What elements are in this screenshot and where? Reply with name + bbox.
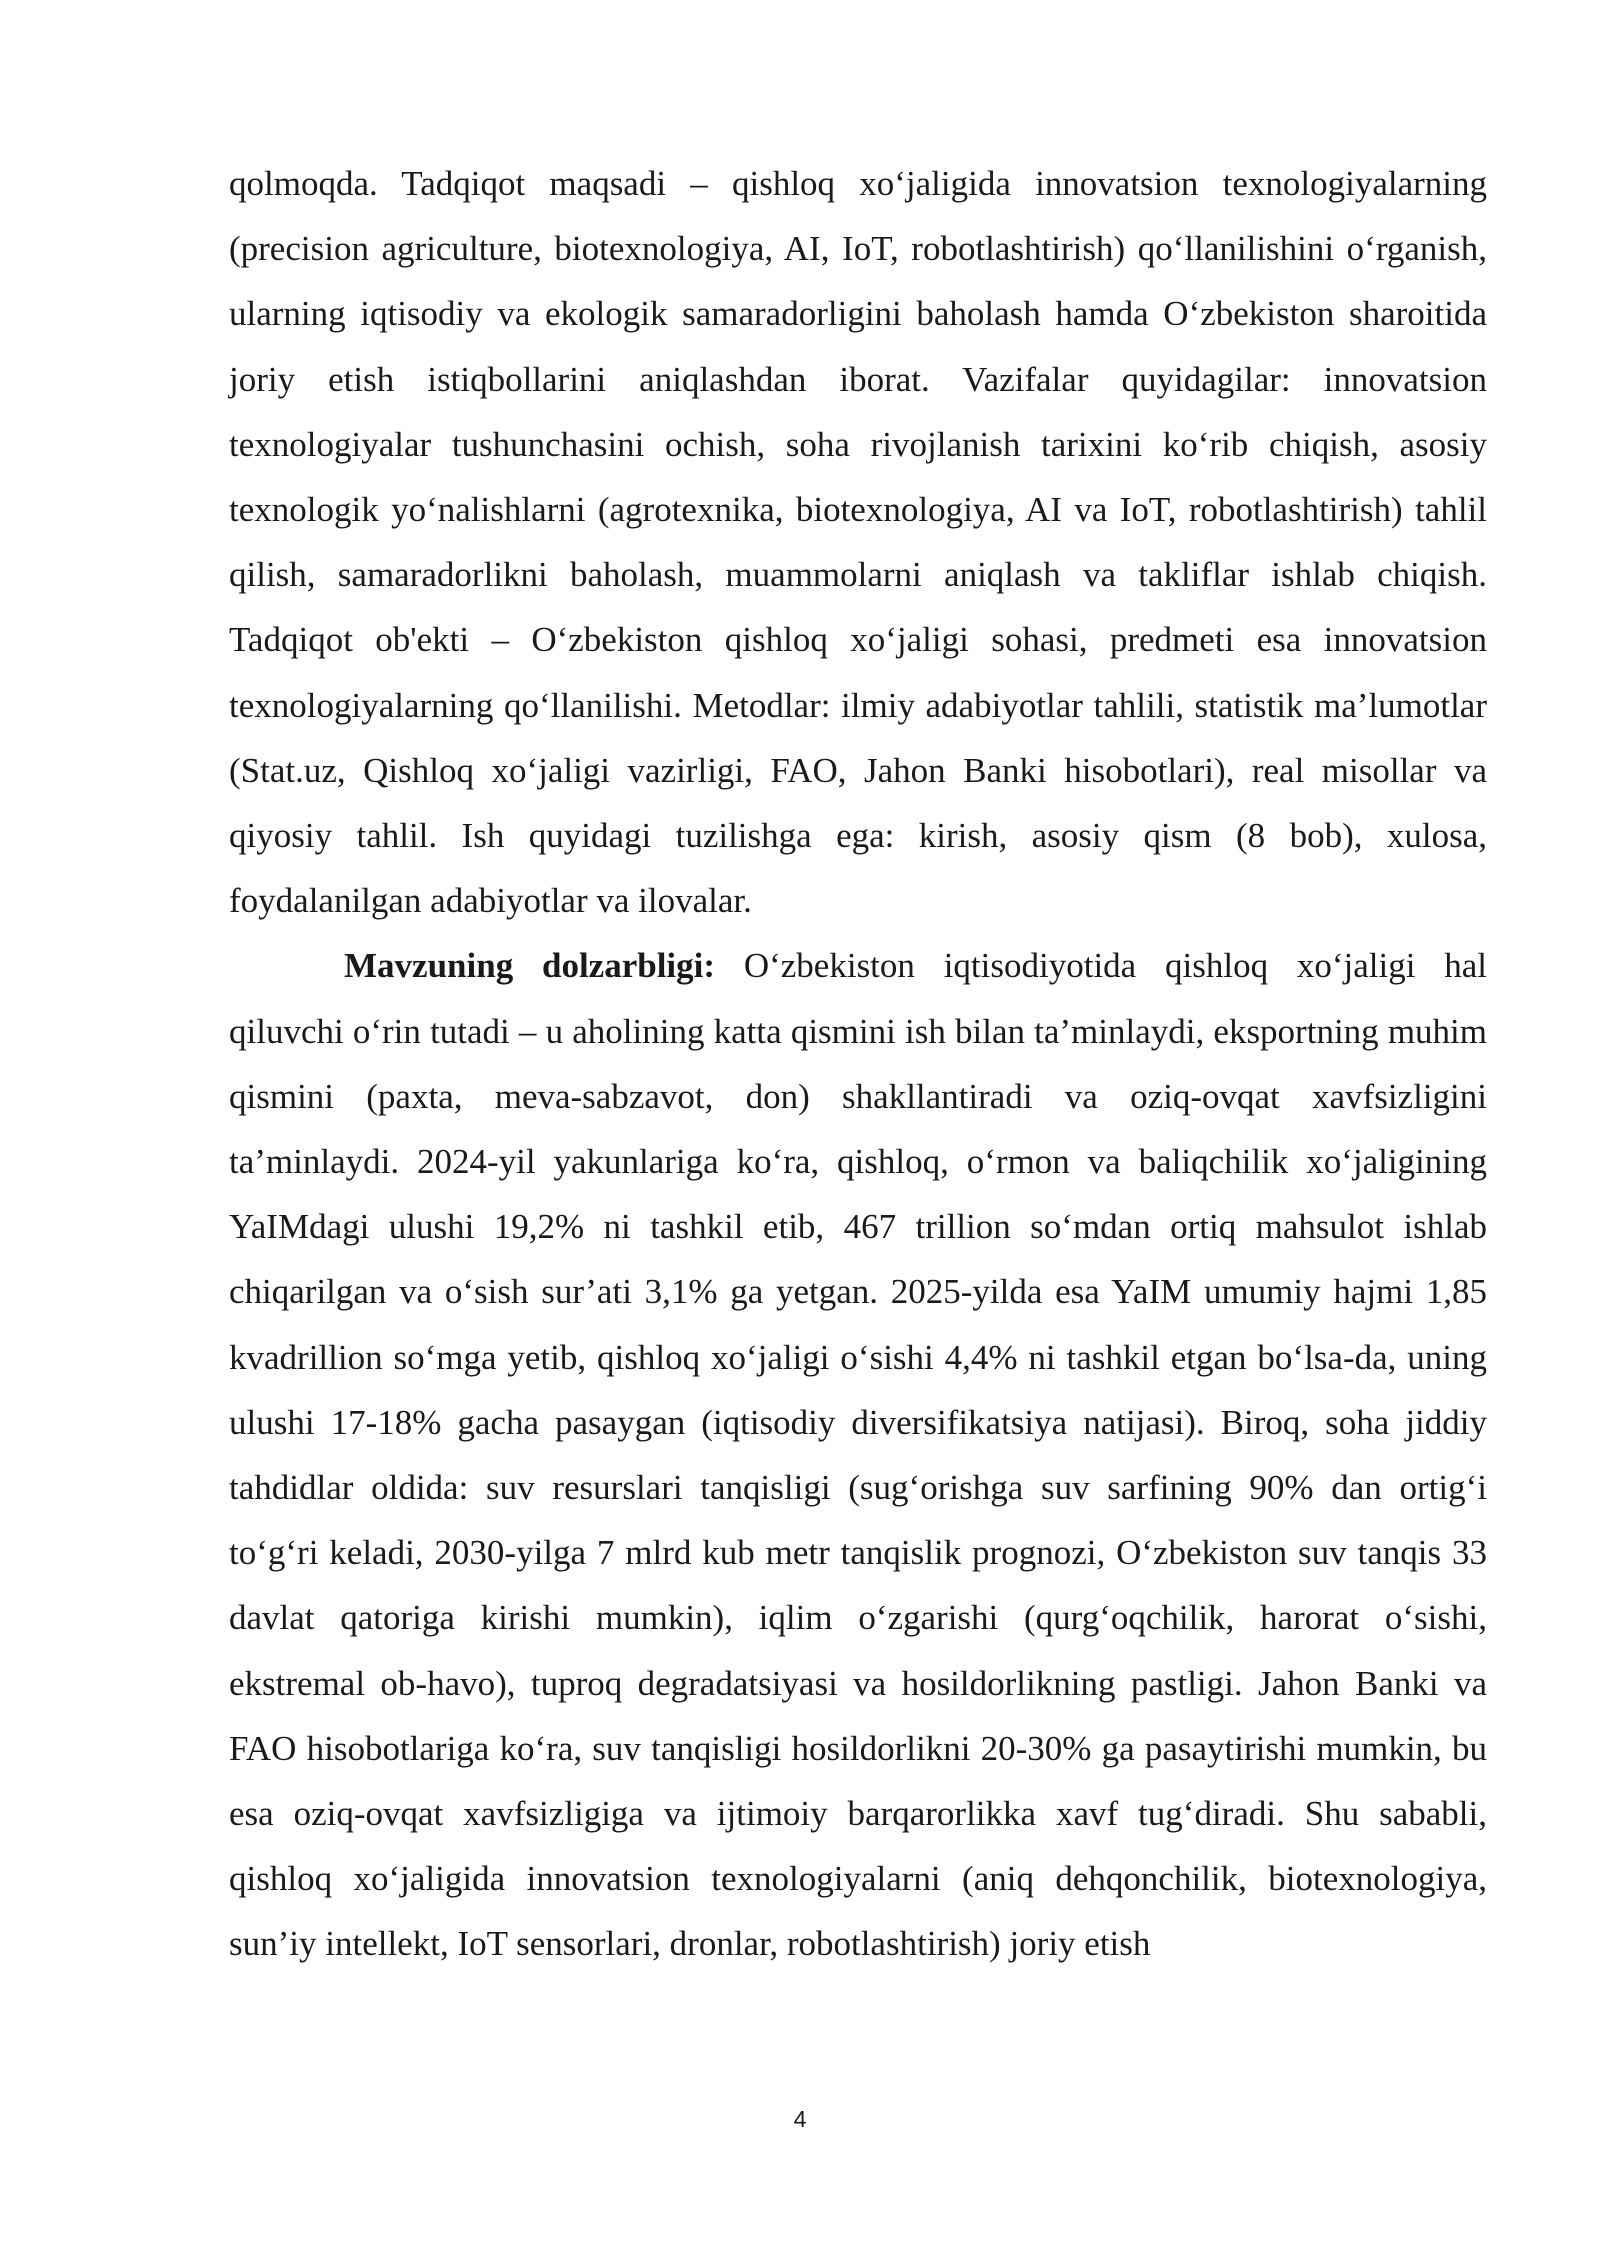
paragraph-relevance <box>229 933 1487 1976</box>
page-number: 4 <box>793 2106 807 2132</box>
relevance-heading: Mavzuning dolzarbligi: <box>344 946 716 986</box>
body-text <box>229 151 1487 1977</box>
relevance-body: O‘zbekiston iqtisodiyotida qishloq xo‘jaligi hal qiluvchi o‘rin tutadi – u aholining katta qismini ish bilan ta’minlaydi, eksportning muhim qismini (paxta, meva-sabzavot, don) shakllantiradi va oziq-ovqat xavfsizligini ta’minlaydi. 2024-yil yakunlariga ko‘ra, qishloq, o‘rmon va baliqchilik xo‘jaligining YaIMdagi ulushi 19,2% ni tashkil etib, 467 trillion so‘mdan ortiq mahsulot ishlab chiqarilgan va o‘sish sur’ati 3,1% ga yetgan. 2025-yilda esa YaIM umumiy hajmi 1,85 kvadrillion so‘mga yetib, qishloq xo‘jaligi o‘sishi 4,4% ni tashkil etgan bo‘lsa-da, uning ulushi 17-18% gacha pasaygan (iqtisodiy diversifikatsiya natijasi). Biroq, soha jiddiy tahdidlar oldida: suv resurslari tanqisligi (sug‘orishga suv sarfining 90% dan ortig‘i to‘g‘ri keladi, 2030-yilga 7 mlrd kub metr tanqislik prognozi, O‘zbekiston suv tanqis 33 davlat qatoriga kirishi mumkin), iqlim o‘zgarishi (qurg‘oqchilik, harorat o‘sishi, ekstremal ob-havo), tuproq degradatsiyasi va hosildorlikning pastligi. Jahon Banki va FAO hisobotlariga ko‘ra, suv tanqisligi hosildorlikni 20-30% ga pasaytirishi mumkin, bu esa oziq-ovqat xavfsizligiga va ijtimoiy barqarorlikka xavf tug‘diradi. Shu sababli, qishloq xo‘jaligida innovatsion texnologiyalarni (aniq dehqonchilik, biotexnologiya, sun’iy intellekt, IoT sensorlari, dronlar, robotlashtirish) joriy etish <box>229 946 1488 1964</box>
paragraph-research-goals: qolmoqda. Tadqiqot maqsadi – qishloq xo‘jaligida innovatsion texnologiyalarning (precision agriculture, biotexnologiya, AI, IoT, robotlashtirish) qo‘llanilishini o‘rganish, ularning iqtisodiy va ekologik samaradorligini baholash hamda O‘zbekiston sharoitida joriy etish istiqbollarini aniqlashdan iborat. Vazifalar quyidagilar: innovatsion texnologiyalar tushunchasini ochish, soha rivojlanish tarixini ko‘rib chiqish, asosiy texnologik yo‘nalishlarni (agrotexnika, biotexnologiya, AI va IoT, robotlashtirish) tahlil qilish, samaradorlikni baholash, muammolarni aniqlash va takliflar ishlab chiqish. Tadqiqot ob'ekti – O‘zbekiston qishloq xo‘jaligi sohasi, predmeti esa innovatsion texnologiyalarning qo‘llanilishi. Metodlar: ilmiy adabiyotlar tahlili, statistik ma’lumotlar (Stat.uz, Qishloq xo‘jaligi vazirligi, FAO, Jahon Banki hisobotlari), real misollar va qiyosiy tahlil. Ish quyidagi tuzilishga ega: kirish, asosiy qism (8 bob), xulosa, foydalanilgan adabiyotlar va ilovalar. <box>229 164 1487 921</box>
